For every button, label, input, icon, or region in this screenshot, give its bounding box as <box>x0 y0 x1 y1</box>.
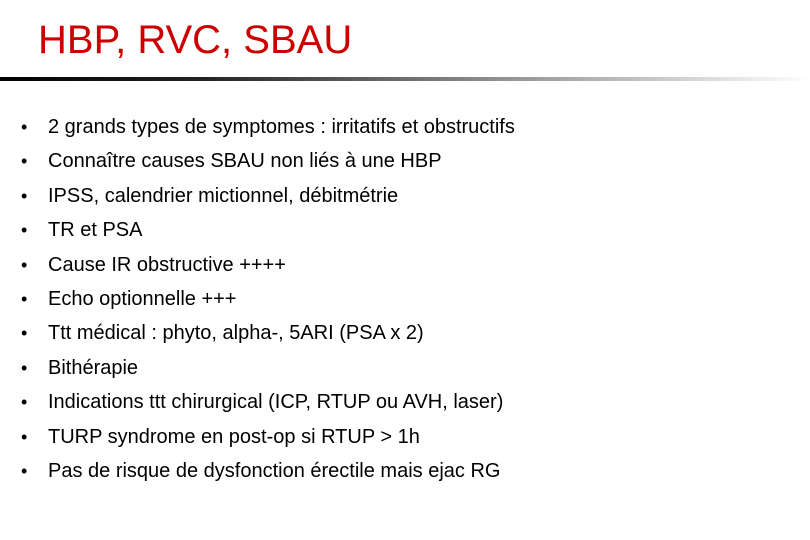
bullet-text: Pas de risque de dysfonction érectile mais ejac RG <box>48 459 501 482</box>
bullet-text: Ttt médical : phyto, alpha-, 5ARI (PSA x 2) <box>48 322 424 345</box>
bullet-dot-icon: • <box>21 254 28 275</box>
bullet-dot-icon: • <box>21 392 28 413</box>
title-divider <box>0 77 810 81</box>
bullet-text: TR et PSA <box>48 219 143 242</box>
bullet-dot-icon: • <box>21 460 28 481</box>
bullet-text: Connaître causes SBAU non liés à une HBP <box>48 150 442 173</box>
bullet-dot-icon: • <box>21 117 28 137</box>
slide-title: HBP, RVC, SBAU <box>38 18 353 62</box>
bullet-text: IPSS, calendrier mictionnel, débitmétrie <box>48 184 399 207</box>
bullet-dot-icon: • <box>21 323 28 344</box>
bullet-text: Bithérapie <box>48 356 139 379</box>
bullet-text: Indications ttt chirurgical (ICP, RTUP ou AVH, laser) <box>48 391 504 414</box>
bullet-dot-icon: • <box>21 185 28 206</box>
bullet-dot-icon: • <box>21 151 28 172</box>
bullet-text: 2 grands types de symptomes : irritatifs et obstructifs <box>48 116 515 138</box>
bullet-text: TURP syndrome en post-op si RTUP > 1h <box>48 425 420 448</box>
bullet-dot-icon: • <box>21 357 28 378</box>
bullet-dot-icon: • <box>21 288 28 309</box>
bullet-dot-icon: • <box>21 220 28 241</box>
bullet-text: Echo optionnelle +++ <box>48 287 237 310</box>
bullet-text: Cause IR obstructive ++++ <box>48 253 286 276</box>
bullet-dot-icon: • <box>21 426 28 447</box>
